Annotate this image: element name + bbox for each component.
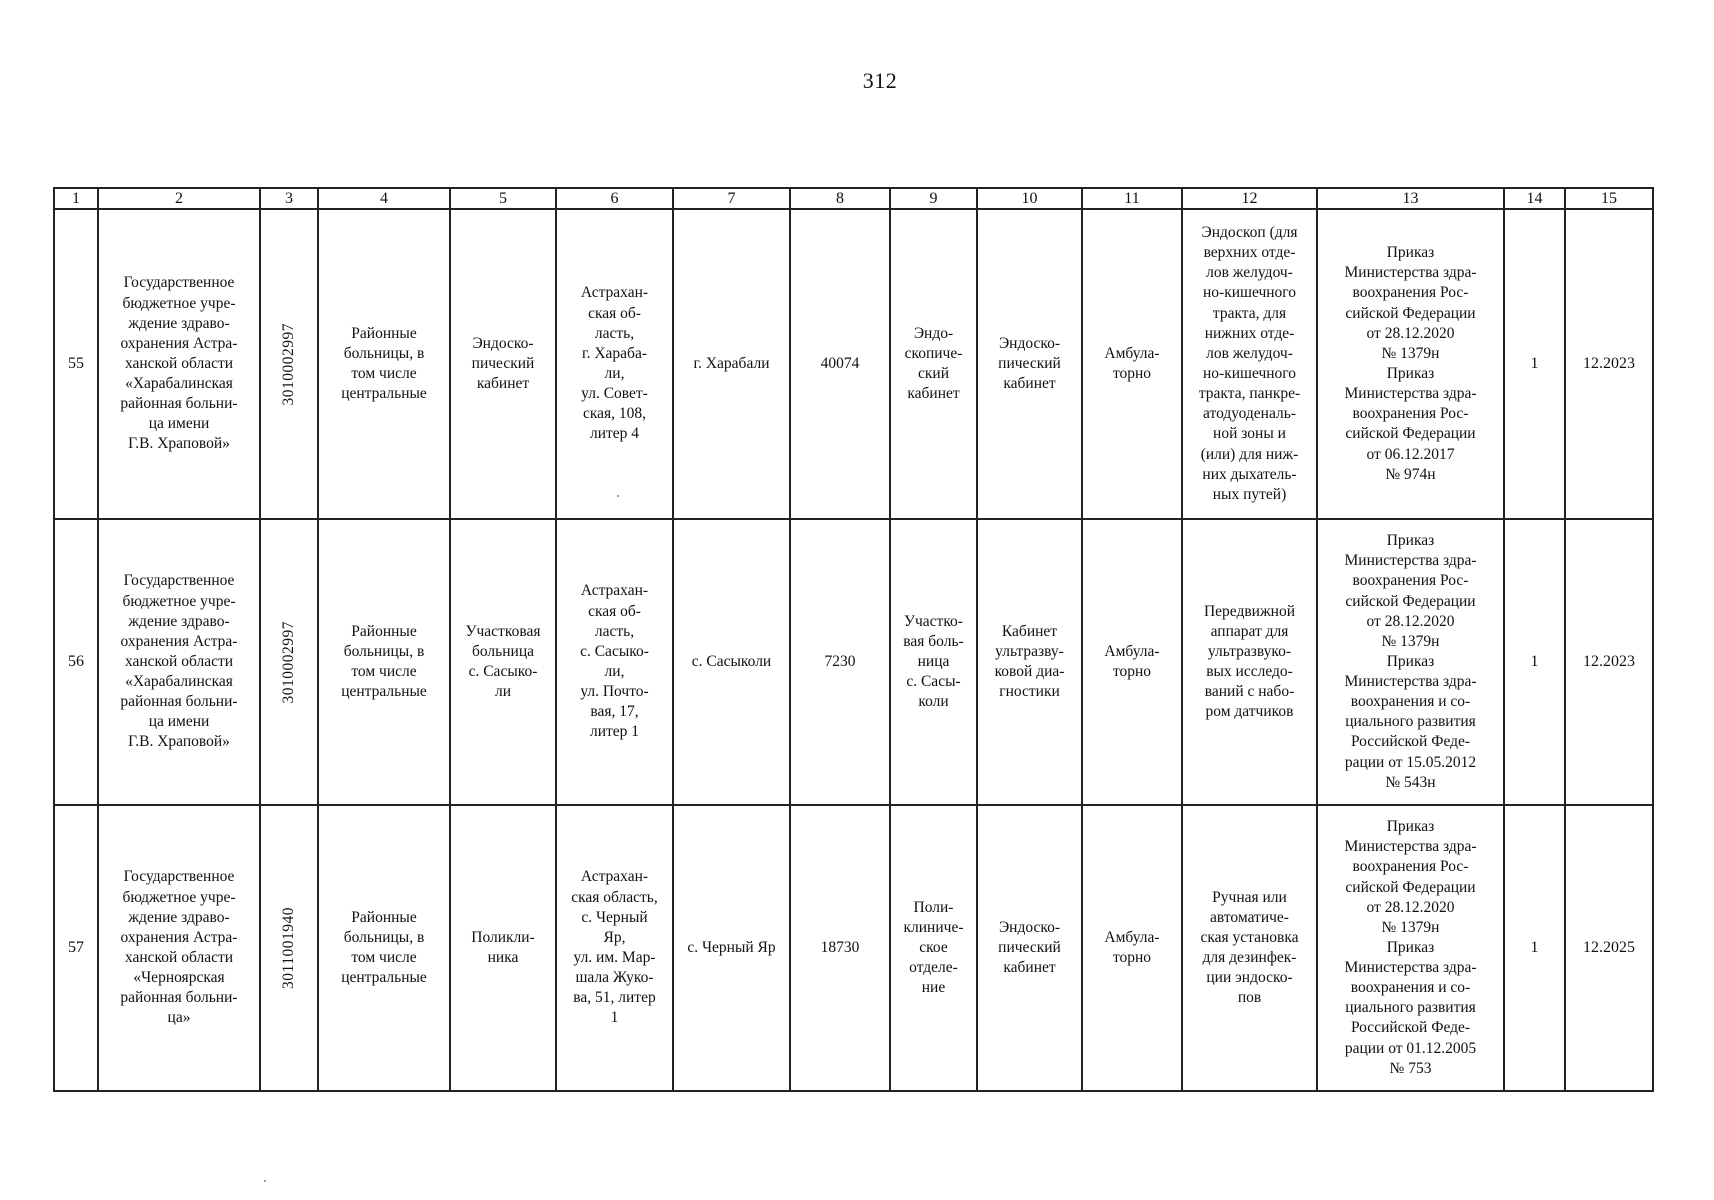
delivery-date: 12.2023 bbox=[1565, 209, 1653, 519]
legal-basis: Приказ Министерства здра- воохранения Рос- сийской Федерации от 28.12.2020 № 1379н Приказ Министерства здра- воохранения и со- циального развития Российской Феде- рации от 01.12.2005 № 753 bbox=[1317, 805, 1504, 1091]
structural-unit: Участковая больница с. Сасыко- ли bbox=[450, 519, 556, 805]
column-header: 10 bbox=[977, 188, 1082, 209]
structural-unit: Поликли- ника bbox=[450, 805, 556, 1091]
delivery-date: 12.2023 bbox=[1565, 519, 1653, 805]
column-header: 2 bbox=[98, 188, 260, 209]
column-header: 8 bbox=[790, 188, 890, 209]
legal-basis: Приказ Министерства здра- воохранения Рос- сийской Федерации от 28.12.2020 № 1379н Приказ Министерства здра- воохранения Рос- сийской Федерации от 06.12.2017 № 974н bbox=[1317, 209, 1504, 519]
column-header: 3 bbox=[260, 188, 318, 209]
organization-code: 3011001940 bbox=[279, 907, 297, 989]
population: 18730 bbox=[790, 805, 890, 1091]
organization-type: Районные больницы, в том числе центральные bbox=[318, 519, 450, 805]
organization-code-cell bbox=[260, 209, 318, 519]
room: Кабинет ультразву- ковой диа- гностики bbox=[977, 519, 1082, 805]
quantity: 1 bbox=[1504, 209, 1565, 519]
organization-name: Государственное бюджетное учре- ждение здраво- охранения Астра- ханской области «Харабалинская районная больни- ца имени Г.В. Храповой» bbox=[98, 519, 260, 805]
column-header: 6 bbox=[556, 188, 673, 209]
table-row bbox=[54, 209, 1653, 519]
scan-speck bbox=[617, 495, 619, 497]
legal-basis: Приказ Министерства здра- воохранения Рос- сийской Федерации от 28.12.2020 № 1379н Приказ Министерства здра- воохранения и со- циального развития Российской Феде- рации от 15.05.2012 № 543н bbox=[1317, 519, 1504, 805]
population: 40074 bbox=[790, 209, 890, 519]
care-conditions: Амбула- торно bbox=[1082, 805, 1182, 1091]
equipment-table bbox=[53, 187, 1654, 1092]
room: Эндоско- пический кабинет bbox=[977, 209, 1082, 519]
quantity: 1 bbox=[1504, 519, 1565, 805]
column-header: 13 bbox=[1317, 188, 1504, 209]
locality: с. Черный Яр bbox=[673, 805, 790, 1091]
organization-type: Районные больницы, в том числе центральные bbox=[318, 209, 450, 519]
scan-speck bbox=[264, 1180, 266, 1182]
row-number: 56 bbox=[54, 519, 98, 805]
row-number: 55 bbox=[54, 209, 98, 519]
address: Астрахан- ская об- ласть, с. Сасыко- ли, ул. Почто- вая, 17, литер 1 bbox=[556, 519, 673, 805]
organization-code: 3010002997 bbox=[279, 322, 297, 406]
delivery-date: 12.2025 bbox=[1565, 805, 1653, 1091]
equipment: Ручная или автоматиче- ская установка для дезинфек- ции эндоско- пов bbox=[1182, 805, 1317, 1091]
organization-name: Государственное бюджетное учре- ждение здраво- охранения Астра- ханской области «Черноярская районная больни- ца» bbox=[98, 805, 260, 1091]
equipment: Передвижной аппарат для ультразвуко- вых исследо- ваний с набо- ром датчиков bbox=[1182, 519, 1317, 805]
locality: с. Сасыколи bbox=[673, 519, 790, 805]
column-header: 7 bbox=[673, 188, 790, 209]
locality: г. Харабали bbox=[673, 209, 790, 519]
column-header: 9 bbox=[890, 188, 977, 209]
organization-code-cell bbox=[260, 519, 318, 805]
column-header: 5 bbox=[450, 188, 556, 209]
address: Астрахан- ская об- ласть, г. Хараба- ли, ул. Совет- ская, 108, литер 4 bbox=[556, 209, 673, 519]
column-header: 11 bbox=[1082, 188, 1182, 209]
column-header: 14 bbox=[1504, 188, 1565, 209]
department: Поли- клиниче- ское отделе- ние bbox=[890, 805, 977, 1091]
column-header: 4 bbox=[318, 188, 450, 209]
column-header: 12 bbox=[1182, 188, 1317, 209]
structural-unit: Эндоско- пический кабинет bbox=[450, 209, 556, 519]
table-row bbox=[54, 805, 1653, 1091]
population: 7230 bbox=[790, 519, 890, 805]
column-header: 15 bbox=[1565, 188, 1653, 209]
quantity: 1 bbox=[1504, 805, 1565, 1091]
page-number: 312 bbox=[862, 68, 898, 93]
organization-name: Государственное бюджетное учре- ждение здраво- охранения Астра- ханской области «Харабалинская районная больни- ца имени Г.В. Храповой» bbox=[98, 209, 260, 519]
care-conditions: Амбула- торно bbox=[1082, 209, 1182, 519]
department: Эндо- скопиче- ский кабинет bbox=[890, 209, 977, 519]
department: Участко- вая боль- ница с. Сасы- коли bbox=[890, 519, 977, 805]
table-row bbox=[54, 519, 1653, 805]
organization-code: 3010002997 bbox=[279, 620, 297, 704]
room: Эндоско- пический кабинет bbox=[977, 805, 1082, 1091]
care-conditions: Амбула- торно bbox=[1082, 519, 1182, 805]
address: Астрахан- ская область, с. Черный Яр, ул. им. Мар- шала Жуко- ва, 51, литер 1 bbox=[556, 805, 673, 1091]
equipment: Эндоскоп (для верхних отде- лов желудоч- но-кишечного тракта, для нижних отде- лов желудоч- но-кишечного тракта, панкре- атодуоденаль- ной зоны и (или) для ниж- них дыхатель- ных путей) bbox=[1182, 209, 1317, 519]
row-number: 57 bbox=[54, 805, 98, 1091]
column-header: 1 bbox=[54, 188, 98, 209]
header-row bbox=[54, 188, 1653, 209]
organization-code-cell bbox=[260, 805, 318, 1091]
organization-type: Районные больницы, в том числе центральные bbox=[318, 805, 450, 1091]
